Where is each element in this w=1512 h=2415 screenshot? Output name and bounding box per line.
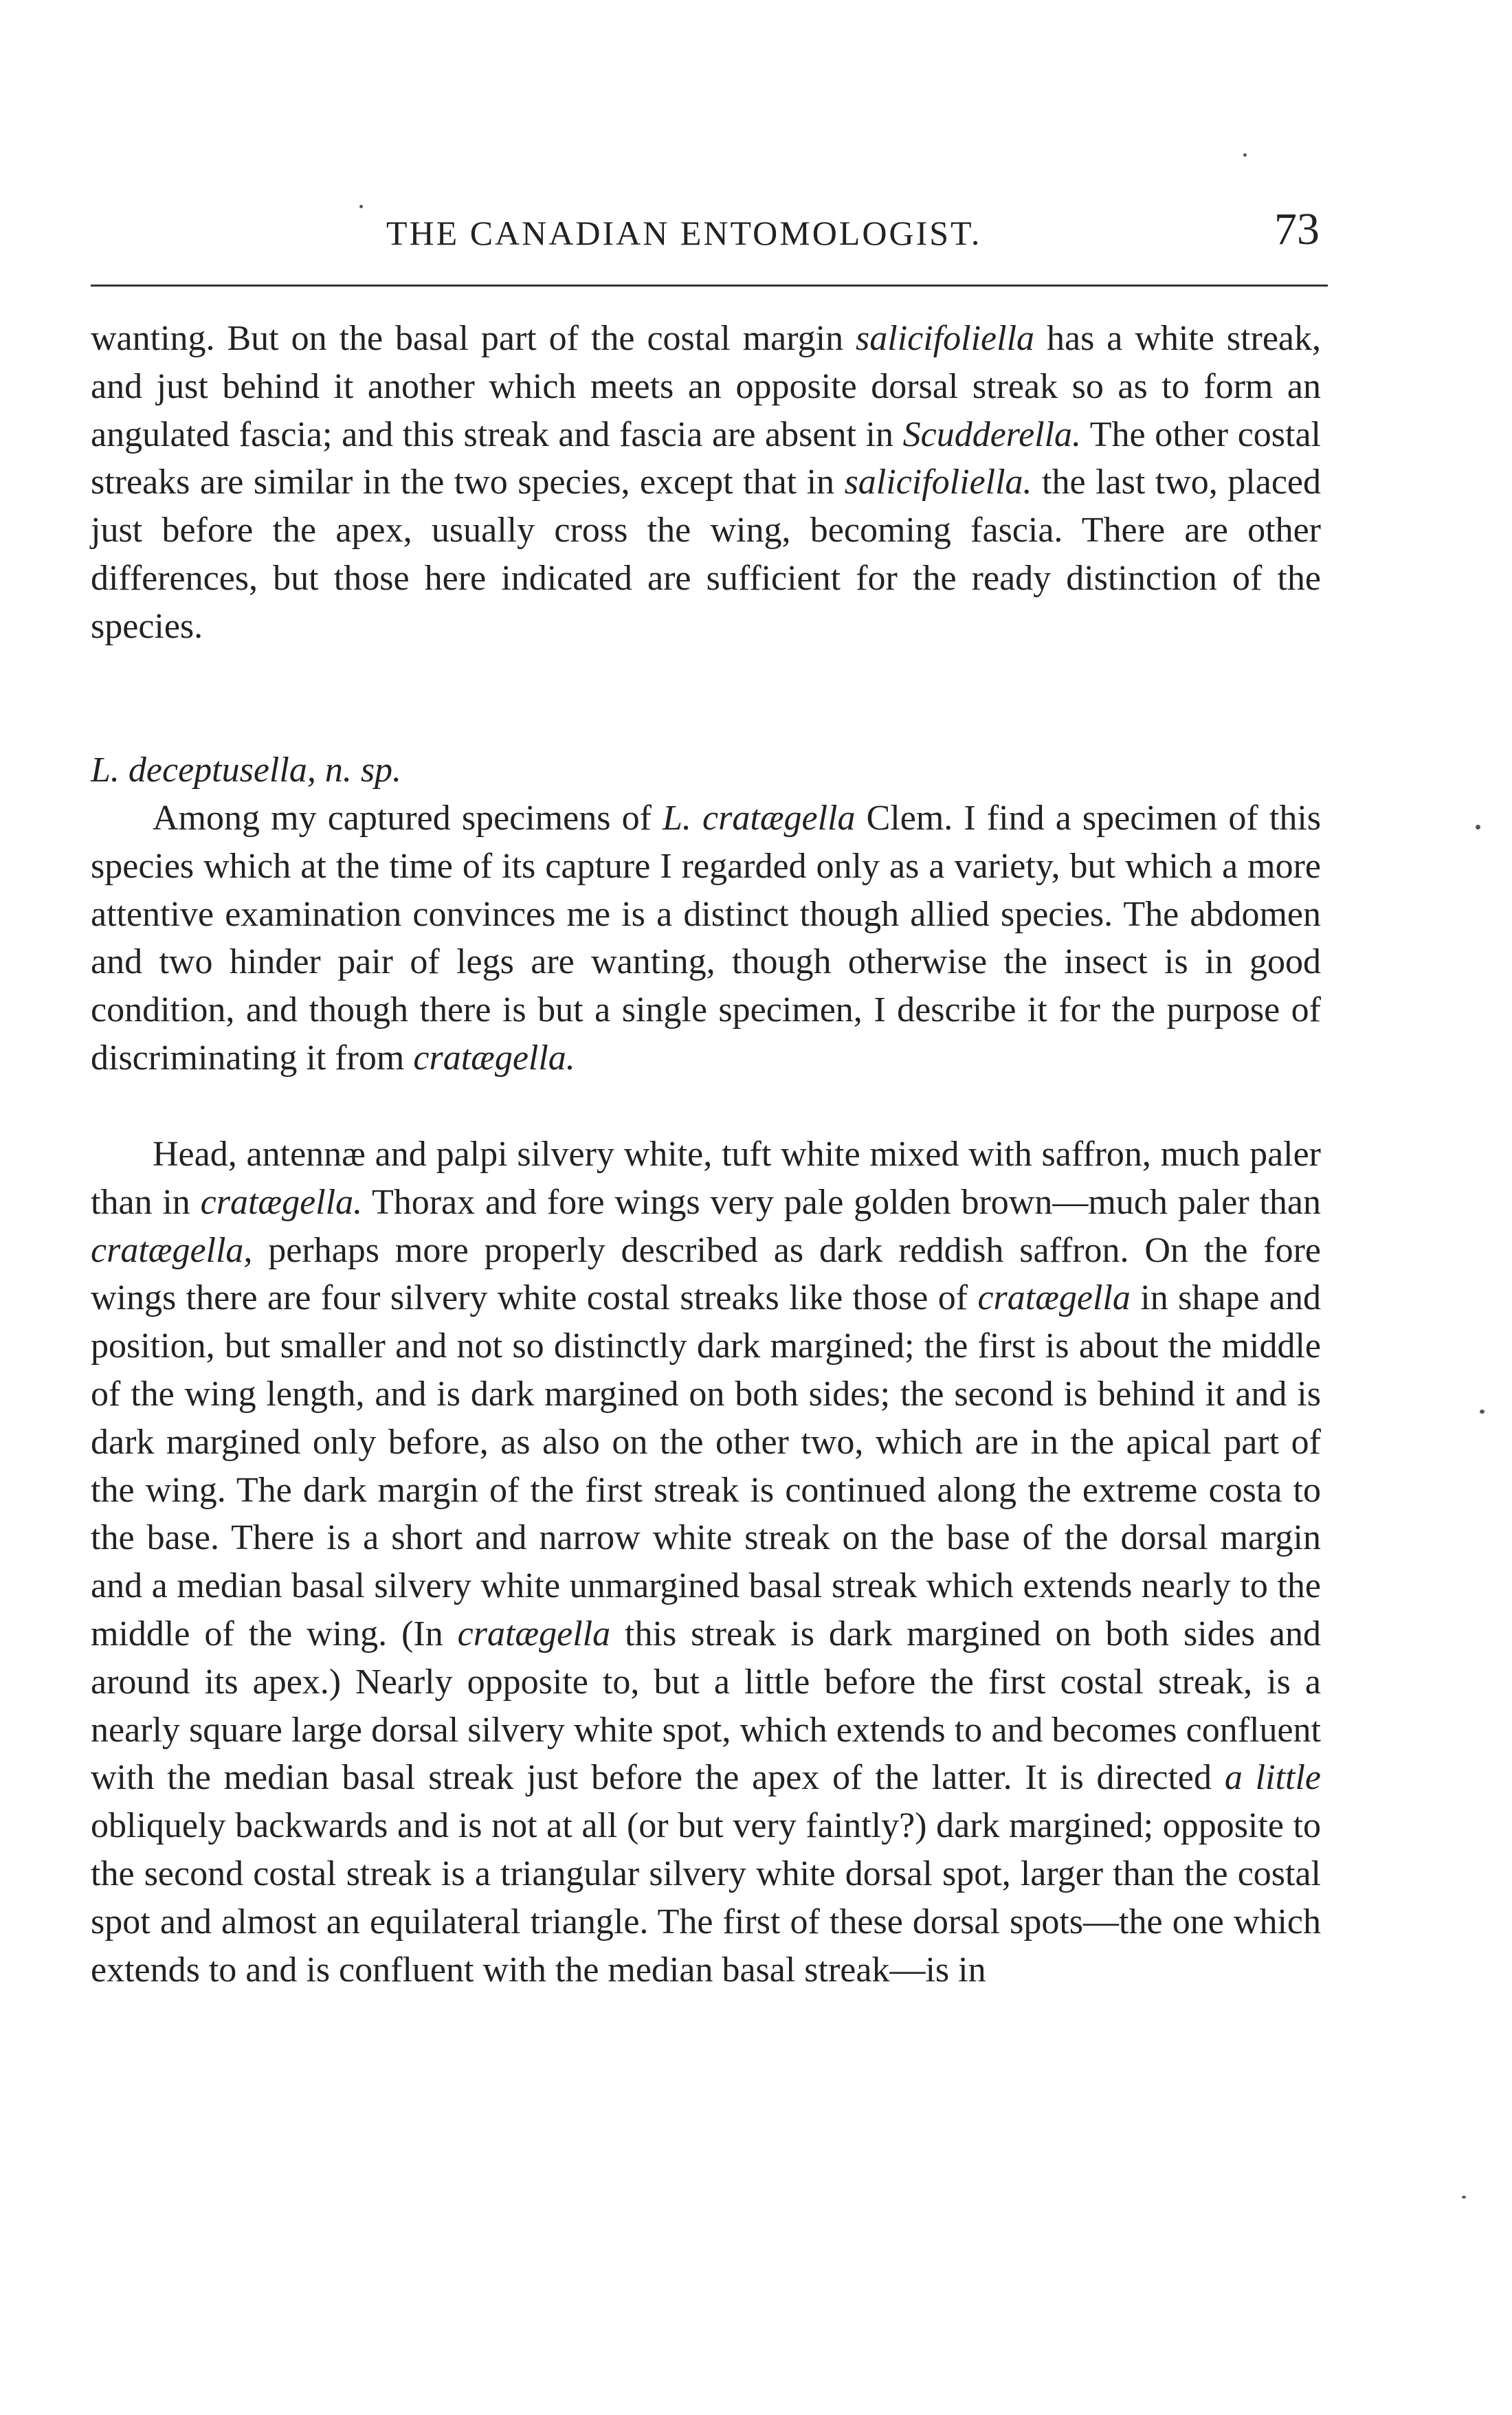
paragraph-description: Head, antennæ and palpi silvery white, tuft white mixed with saffron, much paler than in cratægella. Thorax and fore wings very pale golden brown—much paler than cratægella, perhaps more properly described as dark reddish saffron. On the fore wings there are four silvery white costal streaks like those of cratægella in shape and position, but smaller and not so distinctly dark margined; the first is about the middle of the wing length, and is dark margined on both sides; the second is behind it and is dark margined only before, as also on the other two, which are in the apical part of the wing. The dark margin of the first streak is continued along the extreme costa to the base. There is a short and narrow white streak on the base of the dorsal margin and a median basal silvery white unmargined basal streak which extends nearly to the middle of the wing. (In cratægella this streak is dark margined on both sides and around its apex.) Nearly opposite to, but a little before the first costal streak, is a nearly square large dorsal silvery white spot, which extends to and becomes confluent with the median basal streak just before the apex of the latter. It is directed a little obliquely backwards and is not at all (or but very faintly?) dark margined; opposite to the second costal streak is a triangular silvery white dorsal spot, larger than the costal spot and almost an equilateral triangle. The first of these dorsal spots—the one which extends to and is confluent with the median basal streak—is in [91,1135,1321,1990]
page-number: 73 [1274,204,1320,254]
running-title: THE CANADIAN ENTOMOLOGIST. [386,214,982,252]
scan-speck [1476,825,1480,830]
species-heading: L. deceptusella, n. sp. [91,750,402,790]
scan-speck [1243,153,1247,157]
scan-speck [359,205,363,208]
header-rule [91,285,1328,287]
paragraph-continued: wanting. But on the basal part of the costal margin salicifoliella has a white streak, and just behind it another which meets an opposite dorsal streak so as to form an angulated fascia; and this streak and fascia are absent in Scudderella. The other costal streaks are similar in the two species, except that in salicifoliella. the last two, placed just before the apex, usually cross the wing, becoming fascia. There are other differences, but those here indicated are sufficient for the ready distinction of the species. [91,319,1321,646]
page-header [91,199,1328,261]
scan-speck [1462,2196,1466,2199]
scan-speck [1480,1410,1485,1414]
paragraph-introduction: Among my captured specimens of L. cratægella Clem. I find a specimen of this species which at the time of its capture I regarded only as a variety, but which a more attentive examination convinces me is a distinct though allied species. The abdomen and two hinder pair of legs are wanting, though otherwise the insect is in good condition, and though there is but a single specimen, I describe it for the purpose of discriminating it from cratægella. [91,799,1322,1078]
